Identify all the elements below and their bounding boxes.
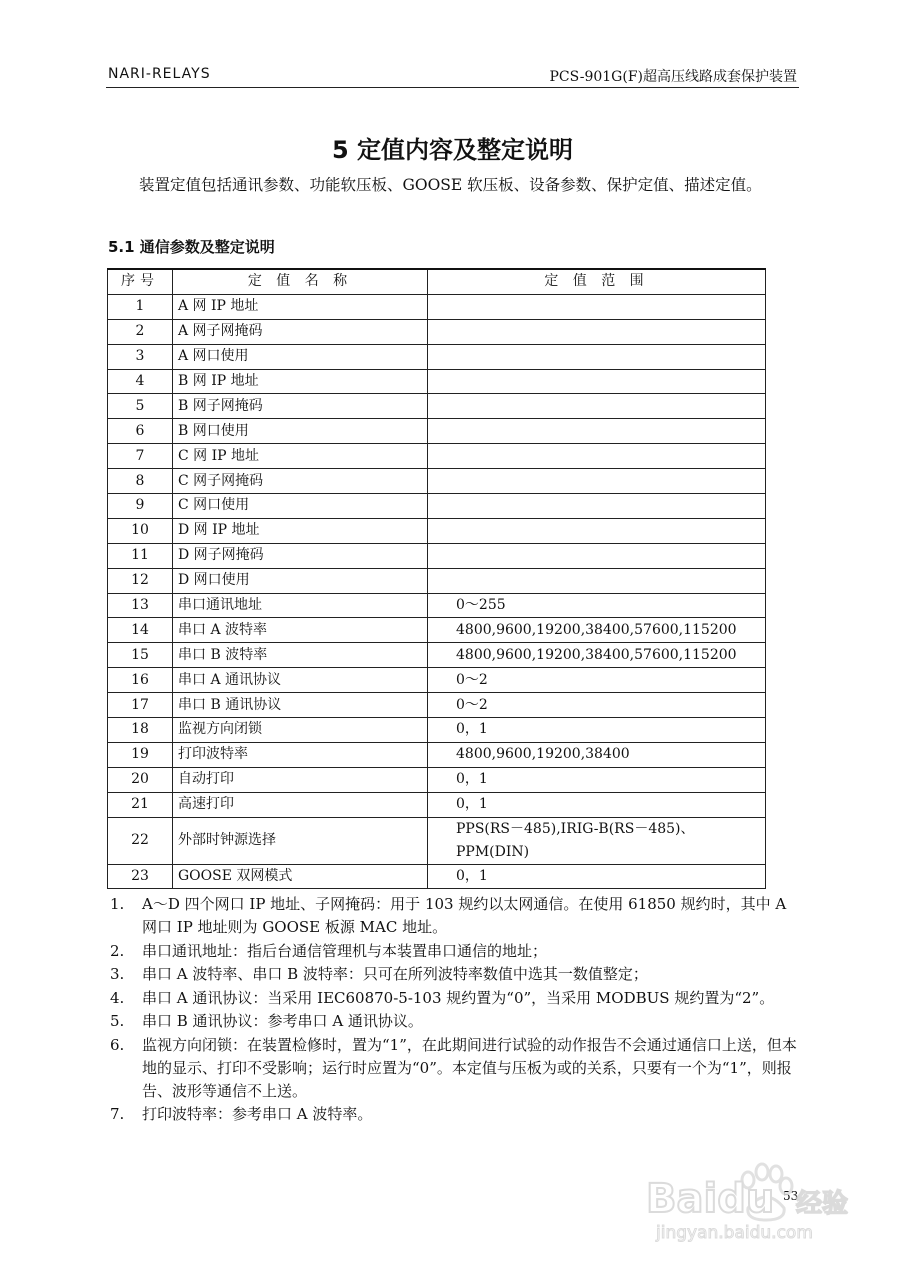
row-range xyxy=(428,419,766,444)
note-text: 监视方向闭锁：在装置检修时，置为“1”，在此期间进行试验的动作报告不会通过通信口上送，但本地的显示、打印不受影响；运行时应置为“0”。本定值与压板为或的关系，只要有一个为“1”，则报告、波形等通信不上送。 xyxy=(142,1035,797,1100)
note-item xyxy=(108,893,800,939)
row-index: 4 xyxy=(108,369,173,394)
row-name: 串口 A 波特率 xyxy=(173,618,428,643)
row-name: 串口通讯地址 xyxy=(173,593,428,618)
row-range xyxy=(428,294,766,319)
row-index: 16 xyxy=(108,668,173,693)
header-company: NARI-RELAYS xyxy=(108,66,211,82)
row-range: 0～2 xyxy=(428,668,766,693)
watermark-label: 经验 xyxy=(796,1189,849,1219)
header-name: 定 值 名 称 xyxy=(173,269,428,294)
row-range: 0，1 xyxy=(428,767,766,792)
row-range: 4800,9600,19200,38400 xyxy=(428,742,766,767)
table-row xyxy=(108,568,766,593)
row-name: C 网口使用 xyxy=(173,494,428,519)
table-row xyxy=(108,742,766,767)
row-index: 10 xyxy=(108,518,173,543)
row-range: 0，1 xyxy=(428,718,766,743)
row-name: C 网 IP 地址 xyxy=(173,444,428,469)
row-range xyxy=(428,518,766,543)
row-name: 串口 A 通讯协议 xyxy=(173,668,428,693)
row-name: B 网口使用 xyxy=(173,419,428,444)
row-range xyxy=(428,319,766,344)
table-header-row xyxy=(108,269,766,294)
row-range xyxy=(428,444,766,469)
table-row xyxy=(108,864,766,889)
notes-list xyxy=(108,893,800,1127)
note-number: 5. xyxy=(110,1012,125,1030)
note-text: 串口 B 通讯协议：参考串口 A 通讯协议。 xyxy=(142,1012,423,1030)
row-range xyxy=(428,469,766,494)
table-row xyxy=(108,817,766,864)
params-table xyxy=(107,268,766,889)
table-row xyxy=(108,518,766,543)
row-name: D 网子网掩码 xyxy=(173,543,428,568)
table-row xyxy=(108,419,766,444)
table-row xyxy=(108,618,766,643)
note-text: A～D 四个网口 IP 地址、子网掩码：用于 103 规约以太网通信。在使用 61850 规约时，其中 A 网口 IP 地址则为 GOOSE 板源 MAC 地址。 xyxy=(142,895,787,936)
row-name: B 网子网掩码 xyxy=(173,394,428,419)
row-range: 0～2 xyxy=(428,693,766,718)
table-row xyxy=(108,792,766,817)
section-title: 5.1 通信参数及整定说明 xyxy=(108,238,275,256)
row-name: 监视方向闭锁 xyxy=(173,718,428,743)
baidu-jingyan-watermark xyxy=(636,1150,856,1246)
row-index: 18 xyxy=(108,718,173,743)
row-index: 20 xyxy=(108,767,173,792)
row-range xyxy=(428,543,766,568)
row-range xyxy=(428,394,766,419)
table-row xyxy=(108,593,766,618)
note-number: 1. xyxy=(110,895,125,913)
row-index: 7 xyxy=(108,444,173,469)
note-item xyxy=(108,940,800,963)
note-text: 打印波特率：参考串口 A 波特率。 xyxy=(142,1105,373,1123)
table-row xyxy=(108,767,766,792)
table-row xyxy=(108,394,766,419)
row-range xyxy=(428,568,766,593)
row-name: GOOSE 双网模式 xyxy=(173,864,428,889)
note-text: 串口 A 通讯协议：当采用 IEC60870-5-103 规约置为“0”，当采用 MODBUS 规约置为“2”。 xyxy=(142,988,775,1007)
page-number: 53 xyxy=(783,1189,799,1203)
row-index: 23 xyxy=(108,864,173,889)
note-number: 3. xyxy=(110,965,125,983)
table-row xyxy=(108,294,766,319)
row-index: 15 xyxy=(108,643,173,668)
table-row xyxy=(108,718,766,743)
row-index: 22 xyxy=(108,817,173,864)
header-range: 定 值 范 围 xyxy=(428,269,766,294)
row-range: 0，1 xyxy=(428,864,766,889)
note-item xyxy=(108,1034,800,1103)
note-item xyxy=(108,987,800,1010)
row-name: 自动打印 xyxy=(173,767,428,792)
table-row xyxy=(108,469,766,494)
row-index: 13 xyxy=(108,593,173,618)
header-index: 序号 xyxy=(108,269,173,294)
row-range xyxy=(428,369,766,394)
row-index: 2 xyxy=(108,319,173,344)
table-row xyxy=(108,494,766,519)
header-product: PCS-901G(F)超高压线路成套保护装置 xyxy=(549,69,797,85)
row-index: 9 xyxy=(108,494,173,519)
note-number: 2. xyxy=(110,941,125,960)
row-range xyxy=(428,494,766,519)
chapter-title: 5 定值内容及整定说明 xyxy=(331,136,574,164)
row-range: 4800,9600,19200,38400,57600,115200 xyxy=(428,618,766,643)
row-name: A 网口使用 xyxy=(173,344,428,369)
note-item xyxy=(108,963,800,986)
header-divider xyxy=(106,87,799,88)
row-name: 高速打印 xyxy=(173,792,428,817)
note-item xyxy=(108,1010,800,1033)
note-text: 串口通讯地址：指后台通信管理机与本装置串口通信的地址； xyxy=(142,941,548,960)
row-index: 11 xyxy=(108,543,173,568)
table-row xyxy=(108,543,766,568)
row-range: 0～255 xyxy=(428,593,766,618)
note-number: 6. xyxy=(110,1035,125,1054)
note-number: 4. xyxy=(110,988,125,1007)
row-name: A 网 IP 地址 xyxy=(173,294,428,319)
row-name: 打印波特率 xyxy=(173,742,428,767)
row-name: 外部时钟源选择 xyxy=(173,817,428,864)
row-index: 21 xyxy=(108,792,173,817)
row-name: A 网子网掩码 xyxy=(173,319,428,344)
row-index: 8 xyxy=(108,469,173,494)
note-number: 7. xyxy=(110,1105,125,1123)
row-index: 12 xyxy=(108,568,173,593)
chapter-intro: 装置定值包括通讯参数、功能软压板、GOOSE 软压板、设备参数、保护定值、描述定值。 xyxy=(139,176,762,194)
row-range: 4800,9600,19200,38400,57600,115200 xyxy=(428,643,766,668)
row-name: 串口 B 波特率 xyxy=(173,643,428,668)
table-row xyxy=(108,668,766,693)
row-range: 0，1 xyxy=(428,792,766,817)
table-row xyxy=(108,693,766,718)
table-body xyxy=(108,294,766,889)
row-index: 3 xyxy=(108,344,173,369)
table-row xyxy=(108,444,766,469)
watermark-brand: Baidu xyxy=(646,1176,775,1222)
row-index: 1 xyxy=(108,294,173,319)
row-index: 6 xyxy=(108,419,173,444)
watermark-url: jingyan.baidu.com xyxy=(656,1223,813,1243)
row-index: 19 xyxy=(108,742,173,767)
paw-toe-icon xyxy=(780,1178,792,1194)
table-row xyxy=(108,369,766,394)
row-range: PPS(RS－485),IRIG-B(RS－485)、PPM(DIN) xyxy=(428,817,766,864)
table-row xyxy=(108,344,766,369)
row-name: D 网 IP 地址 xyxy=(173,518,428,543)
row-range xyxy=(428,344,766,369)
row-name: 串口 B 通讯协议 xyxy=(173,693,428,718)
row-index: 5 xyxy=(108,394,173,419)
row-name: D 网口使用 xyxy=(173,568,428,593)
table-row xyxy=(108,319,766,344)
note-text: 串口 A 波特率、串口 B 波特率：只可在所列波特率数值中选其一数值整定； xyxy=(142,965,648,983)
row-name: B 网 IP 地址 xyxy=(173,369,428,394)
note-item xyxy=(108,1103,800,1126)
table-row xyxy=(108,643,766,668)
row-index: 14 xyxy=(108,618,173,643)
row-name: C 网子网掩码 xyxy=(173,469,428,494)
row-index: 17 xyxy=(108,693,173,718)
